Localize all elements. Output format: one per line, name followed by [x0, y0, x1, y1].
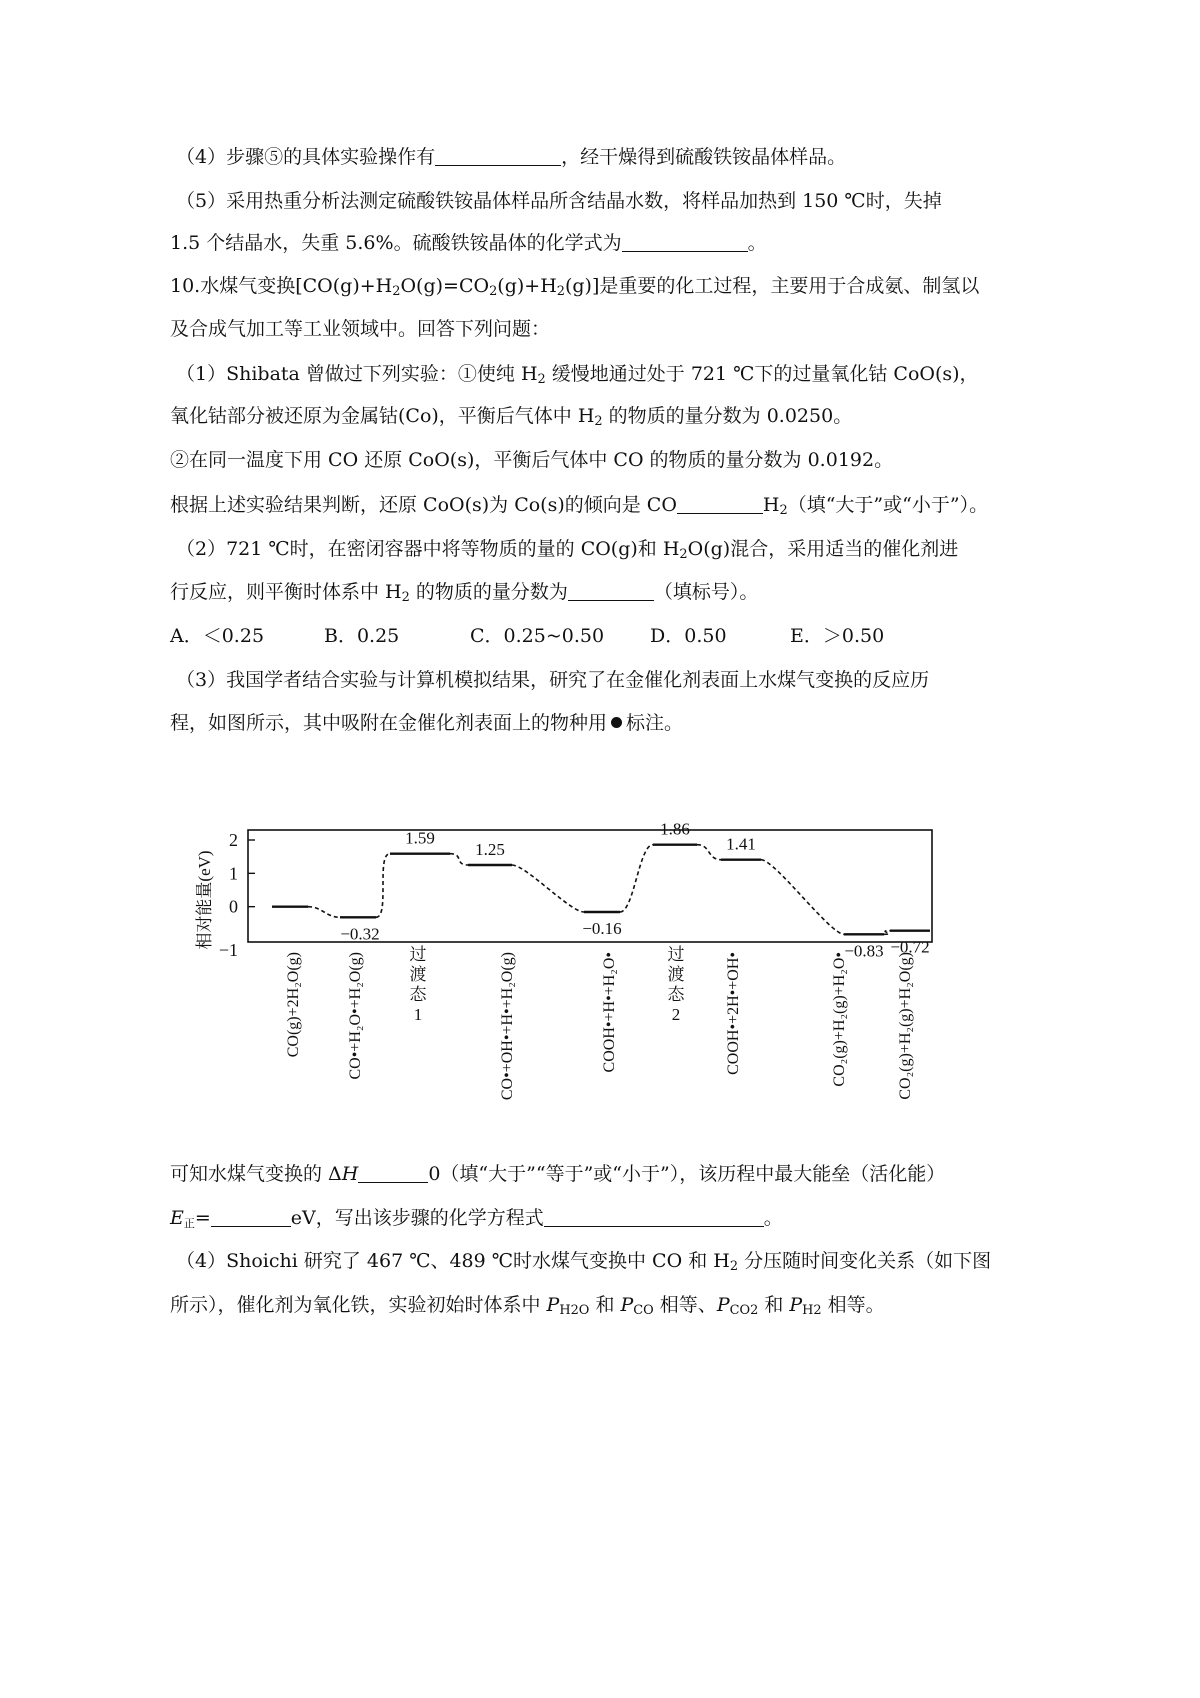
y-axis-label: 相对能量(eV): [195, 850, 214, 950]
q10-title: 10.水煤气变换$[CO(g)+H_2O(g)=CO_2(g)+H_2(g)]$是重要的化工过程，主要用于合成氨、制氢以: [170, 275, 980, 300]
x-category-label: 态: [667, 985, 685, 1004]
q10-part2: （2）721 ℃时，在密闭容器中将等物质的量的 CO(g)和 $H_2O(g)$混合，采用适当的催化剂进: [176, 538, 959, 563]
option-e: E．＞0.50: [790, 625, 885, 647]
option-b: B．0.25: [324, 625, 400, 647]
y-tick-label: 2: [229, 830, 238, 850]
level-value-label: −0.16: [582, 919, 622, 938]
level-value-label: 1.25: [475, 840, 505, 859]
option-a: A．＜0.25: [170, 625, 265, 647]
answer-blank[interactable]: [622, 233, 748, 252]
x-category-label: COOH•+2H•+OH•: [725, 952, 742, 1075]
level-value-label: −0.72: [890, 937, 930, 957]
x-category-label: 2: [671, 1005, 681, 1024]
answer-blank[interactable]: [435, 147, 561, 166]
q5-line-2: 1.5 个结晶水，失重 5.6%。硫酸铁铵晶体的化学式为 。: [170, 232, 767, 254]
x-category-label: 过: [667, 945, 685, 964]
q10-part1-line4: 根据上述实验结果判断，还原 CoO(s)为 Co(s)的倾向是 CO $H_2$（填“大于”或“小于”）。: [170, 494, 989, 519]
x-category-label: COOH•+H•+H₂O•: [601, 952, 618, 1073]
q4-line: （4）步骤⑤的具体实验操作有 ，经干燥得到硫酸铁铵晶体样品。: [176, 146, 847, 168]
x-category-label: CO₂(g)+H₂(g)+H₂O•: [831, 952, 848, 1087]
answer-blank[interactable]: [568, 582, 654, 601]
y-tick-label: 0: [229, 896, 238, 917]
q5-line: （5）采用热重分析法测定硫酸铁铵晶体样品所含结晶水数，将样品加热到 150 ℃时，失掉: [176, 190, 942, 212]
answer-blank[interactable]: [544, 1208, 764, 1227]
answer-blank[interactable]: [358, 1164, 428, 1183]
x-category-label: 态: [409, 985, 427, 1004]
q10-part3-answer-2: $E_正=$ eV，写出该步骤的化学方程式 。: [170, 1207, 783, 1230]
q10-part3-line2: 程，如图所示，其中吸附在金催化剂表面上的物种用 标注。: [170, 712, 684, 734]
level-value-label: −0.32: [340, 924, 380, 944]
q10-part1-line3: ②在同一温度下用 CO 还原 CoO(s)，平衡后气体中 CO 的物质的量分数为 0.0192。: [170, 449, 894, 471]
q10-intro: 及合成气加工等工业领域中。回答下列问题：: [170, 318, 551, 340]
x-category-label: 过: [409, 945, 427, 964]
x-category-label: 渡: [409, 965, 427, 984]
y-tick-label: 1: [229, 863, 238, 884]
pathway-connector: [376, 854, 390, 918]
q10-part1-line2: 氧化钴部分被还原为金属钴(Co)，平衡后气体中 $H_2$ 的物质的量分数为 0.0250。: [170, 405, 853, 430]
y-tick-label: −1: [218, 940, 238, 960]
level-value-label: 1.86: [660, 820, 690, 839]
x-category-label: 渡: [667, 965, 685, 984]
pathway-connector: [761, 860, 844, 935]
level-value-label: 1.41: [726, 834, 756, 854]
pathway-connector: [450, 854, 468, 865]
x-category-label: CO₂(g)+H₂(g)+H₂O(g): [897, 952, 914, 1100]
x-category-label: CO•+OH•+H•+H₂O(g): [499, 952, 516, 1101]
answer-blank[interactable]: [677, 495, 763, 514]
option-c: C．0.25~0.50: [470, 625, 605, 647]
answer-blank[interactable]: [211, 1208, 291, 1227]
pathway-connector: [620, 845, 653, 912]
level-value-label: −0.83: [844, 941, 884, 961]
energy-diagram: [170, 820, 970, 1130]
pathway-connector: [884, 931, 890, 935]
option-d: D．0.50: [650, 625, 727, 647]
options-row: [170, 621, 884, 651]
q10-part3: （3）我国学者结合实验与计算机模拟结果，研究了在金催化剂表面上水煤气变换的反应历: [176, 669, 930, 691]
x-category-label: CO(g)+2H₂O(g): [285, 952, 302, 1058]
q10-part3-answer: 可知水煤气变换的 ΔH 0（填“大于”“等于”或“小于”），该历程中最大能垒（活化能）: [170, 1163, 946, 1185]
pathway-connector: [308, 907, 340, 918]
x-category-label: 1: [413, 1005, 423, 1024]
level-value-label: 1.59: [405, 828, 435, 848]
adsorbed-dot-icon: [611, 717, 622, 728]
q10-part4: （4）Shoichi 研究了 467 ℃、489 ℃时水煤气变换中 CO 和 $H_2$ 分压随时间变化关系（如下图: [176, 1250, 992, 1275]
q10-part4-line2: 所示），催化剂为氧化铁，实验初始时体系中 $P_{H2O}$ 和 $P_{CO}$ 相等、$P_{CO2}$ 和 $P_{H2}$ 相等。: [170, 1294, 885, 1319]
pathway-connector: [512, 865, 584, 912]
q10-part2-line2: 行反应，则平衡时体系中 $H_2$ 的物质的量分数为 （填标号）。: [170, 581, 759, 606]
x-category-label: CO•+H₂O•+H₂O(g): [347, 952, 364, 1080]
q10-part1: （1）Shibata 曾做过下列实验：①使纯 $H_2$ 缓慢地通过处于 721 ℃下的过量氧化钴 CoO(s)，: [176, 363, 979, 388]
pathway-connector: [697, 845, 721, 860]
